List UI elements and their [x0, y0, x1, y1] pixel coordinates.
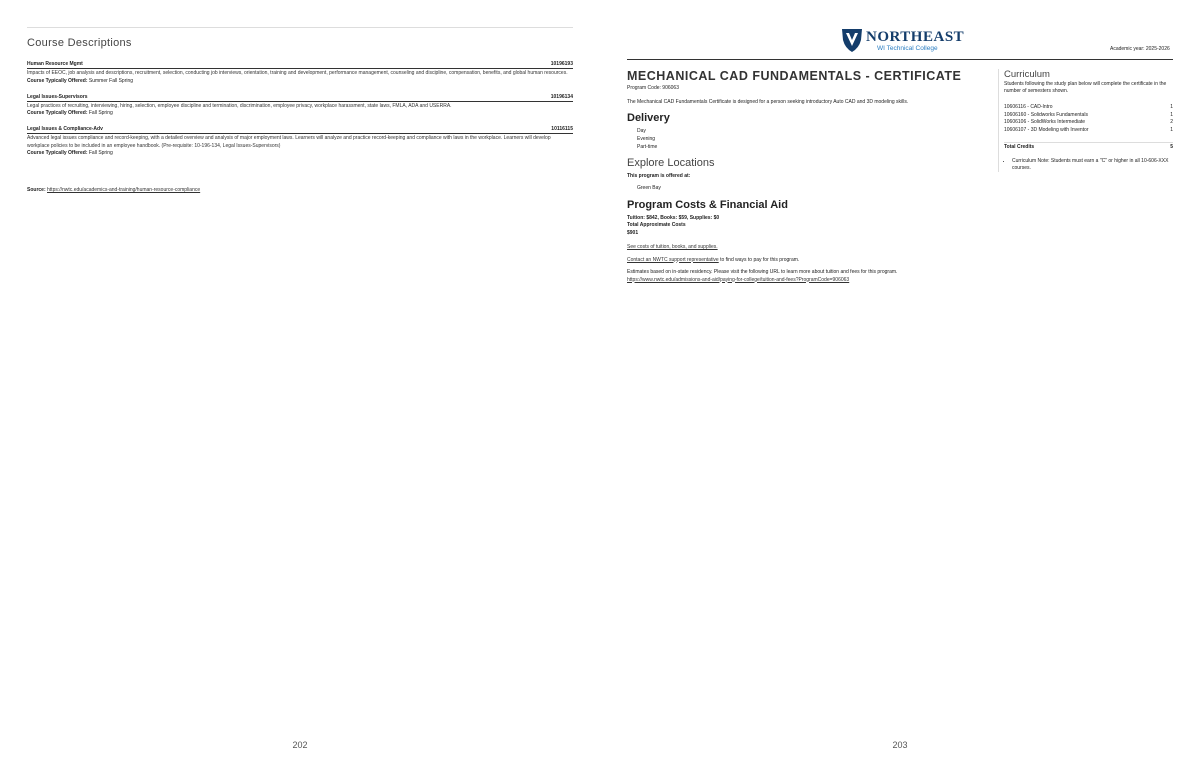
logo-subtitle: WI Technical College: [877, 45, 938, 52]
offered-at-label: This program is offered at:: [627, 173, 691, 179]
total-credits-value: 5: [1170, 144, 1173, 150]
delivery-item: Day: [637, 128, 646, 134]
curriculum-course: 10606106 - SolidWorks Intermediate: [1004, 119, 1086, 125]
curriculum-note: Students following the study plan below will complete the certificate in the number of semesters shown.: [1004, 81, 1167, 94]
shield-logo-icon: [841, 27, 863, 53]
course-header: [27, 126, 573, 134]
see-costs-link[interactable]: See costs of tuition, books, and supplies.: [627, 244, 718, 250]
curriculum-panel: [998, 69, 1173, 172]
offered-label: Course Typically Offered:: [27, 77, 88, 84]
contact-rest: to find ways to pay for this program.: [718, 256, 800, 263]
top-divider: [27, 27, 573, 28]
offered-terms: Fall Spring: [88, 110, 113, 116]
curriculum-row: [1004, 119, 1173, 127]
total-costs-label: Total Approximate Costs: [627, 222, 686, 228]
program-title: MECHANICAL CAD FUNDAMENTALS - CERTIFICATE: [627, 69, 962, 83]
curriculum-course: 10606160 - Solidworks Fundamentals: [1004, 111, 1088, 118]
program-code: Program Code: 906063: [627, 85, 679, 91]
costs-heading: Program Costs & Financial Aid: [627, 198, 788, 211]
course-name: Legal Issues & Compliance-Adv: [27, 126, 103, 132]
course-offered: [27, 150, 573, 157]
course-header: [27, 61, 573, 69]
curriculum-heading: Curriculum: [1004, 69, 1050, 80]
estimates-text: Estimates based on in-state residency. Please visit the following URL to learn more about tuition and fees for this program.: [627, 269, 898, 275]
source-line: [27, 187, 200, 193]
total-credits-row: [1004, 142, 1173, 150]
curriculum-credits: 2: [1170, 119, 1173, 125]
offered-terms: Fall Spring: [88, 150, 113, 156]
curriculum-credits: 1: [1170, 111, 1173, 118]
delivery-heading: Delivery: [627, 112, 670, 124]
source-label: Source:: [27, 187, 46, 193]
curriculum-credits: 1: [1170, 104, 1173, 110]
program-intro: The Mechanical CAD Fundamentals Certificate is designed for a person seeking introductory Auto CAD and 3D modeling skills.: [627, 99, 909, 105]
curriculum-credits: 1: [1170, 126, 1173, 133]
curriculum-row: [1004, 104, 1173, 112]
course-list: [27, 61, 573, 166]
offered-label: Course Typically Offered:: [27, 150, 88, 156]
program-main: [627, 69, 987, 284]
location-item: Green Bay: [637, 184, 661, 191]
header-divider: [627, 59, 1173, 60]
contact-line: [627, 257, 987, 265]
delivery-item: Evening: [637, 136, 656, 142]
course-item: [27, 94, 573, 118]
course-offered: [27, 78, 573, 85]
course-header: [27, 94, 573, 102]
curriculum-table: [1004, 104, 1173, 134]
delivery-list: [637, 127, 987, 151]
locations-heading: Explore Locations: [627, 157, 715, 169]
estimates-link[interactable]: https://www.nwtc.edu/admissions-and-aid/paying-for-college/tuition-and-fees?ProgramCode=906063: [627, 276, 850, 283]
course-offered: [27, 110, 573, 117]
course-item: [27, 126, 573, 157]
curriculum-footnote-list: [1012, 158, 1173, 172]
offered-terms: Summer Fall Spring: [88, 77, 134, 84]
course-name: Legal Issues-Supervisors: [27, 93, 88, 100]
academic-year: Academic year: 2025-2026: [1110, 46, 1170, 52]
curriculum-row: [1004, 127, 1173, 135]
total-costs-value: $901: [627, 229, 639, 236]
course-descriptions-heading: Course Descriptions: [27, 37, 132, 49]
course-description: Impacts of EEOC, job analysis and descriptions, recruitment, selection, conducting job interviews, orientation, training and development, performance management, counseling and discipline, compensation, benefits, and global human resources.: [27, 70, 568, 76]
costs-line: Tuition: $842, Books: $59, Supplies: $0: [627, 214, 720, 221]
locations-list: [637, 184, 987, 192]
page-number: 202: [292, 740, 308, 750]
page-number: 203: [892, 740, 908, 750]
course-code: 10196134: [550, 93, 573, 100]
course-name: Human Resource Mgmt: [27, 61, 83, 67]
contact-link[interactable]: Contact an NWTC support representative: [627, 256, 719, 263]
course-description: Legal practices of recruiting, interviewing, hiring, selection, employee discipline and termination, discrimination, employee privacy, workplace harassment, state laws, FMLA, ADA and USERRA.: [27, 102, 452, 109]
total-credits-label: Total Credits: [1004, 144, 1035, 150]
curriculum-row: [1004, 112, 1173, 120]
curriculum-course: 10606116 - CAD-Intro: [1004, 104, 1053, 110]
offered-label: Course Typically Offered:: [27, 110, 88, 116]
right-page: [600, 0, 1200, 776]
delivery-item: Part-time: [637, 144, 658, 150]
course-description: Advanced legal issues compliance and record-keeping, with a detailed overview and analysis of major employment laws. Learners will analyze and practice record-keeping and compliance with laws in the workplace. Learners will develop workplace policies to be included in an employee handbook. (Pre-requisite: 10-196-134, Legal Issues-Supervisors): [27, 135, 551, 149]
curriculum-course: 10606107 - 3D Modeling with Inventor: [1004, 126, 1089, 133]
curriculum-footnote: • Curriculum Note: Students must earn a "C" or higher in all 10-606-XXX courses.: [1012, 158, 1173, 172]
source-link[interactable]: https://nwtc.edu/academics-and-training/human-resource-compliance: [47, 187, 201, 193]
course-code: 10116115: [551, 126, 573, 132]
course-code: 10196193: [550, 61, 573, 67]
college-logo: [841, 27, 965, 55]
logo-wordmark: NORTHEAST: [866, 29, 965, 45]
course-item: [27, 61, 573, 85]
